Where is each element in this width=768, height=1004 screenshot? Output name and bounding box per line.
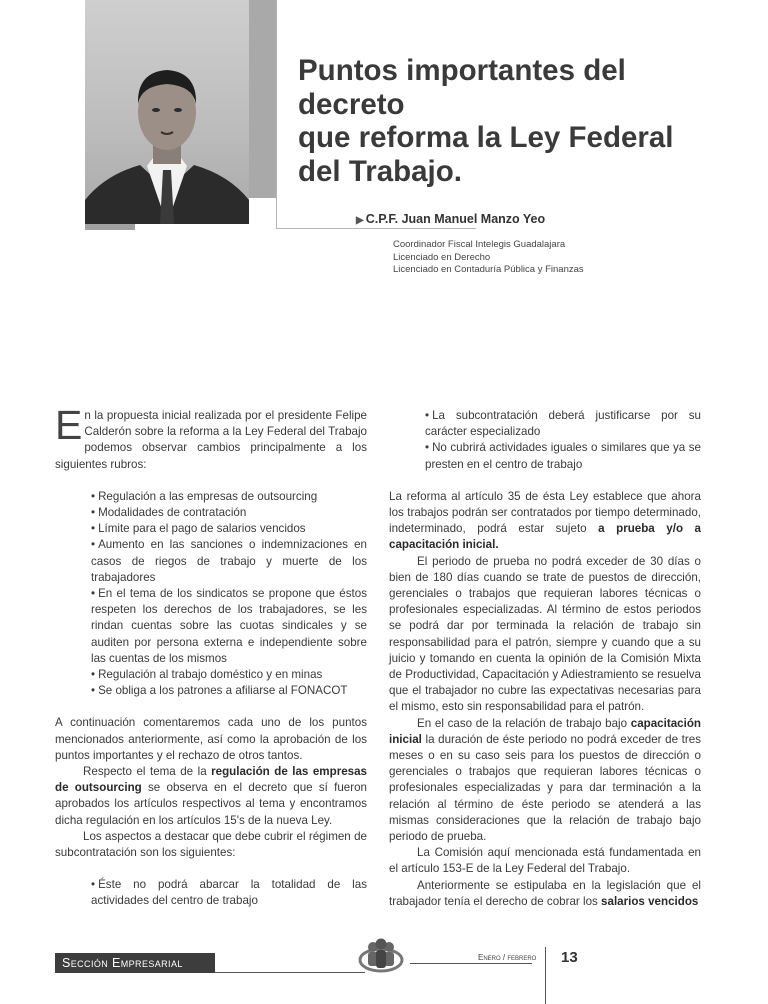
title-line: Puntos importantes del decreto — [298, 54, 626, 121]
subcontratacion-list — [91, 877, 367, 909]
section-label: Sección Empresarial — [62, 956, 183, 970]
list-item: • Aumento en las sanciones o indemnizaciones en casos de riegos de trabajo y muerte de los trabajadores — [91, 538, 367, 584]
footer-divider — [410, 963, 532, 964]
credential-line: Coordinador Fiscal Intelegis Guadalajara — [393, 239, 566, 250]
list-item: • Regulación al trabajo doméstico y en minas — [91, 668, 323, 682]
author-photo — [85, 0, 249, 224]
page-number: 13 — [561, 949, 578, 966]
list-item: • Se obliga a los patrones a afiliarse al FONACOT — [91, 684, 348, 698]
body-paragraph: En el caso de la relación de trabajo bajo capacitación inicial la duración de éste periodo no podrá exceder de tres meses o en su caso seis para los puestos de dirección o gerenciales o trabajos que requieran labores técnicas o profesionales especializadas y para dar terminación a la relación al término de éste periodo se atenderá a las mismas consideraciones que la relación de trabajo bajo periodo de prueba. — [389, 716, 701, 844]
triangle-icon: ▶ — [356, 215, 364, 226]
photo-side-block — [249, 0, 276, 198]
photo-shadow — [85, 224, 135, 230]
list-item: • Modalidades de contratación — [91, 506, 247, 520]
rubros-list — [91, 489, 367, 700]
list-item: • La subcontratación deberá justificarse por su carácter especializado — [425, 409, 701, 439]
list-item: • En el tema de los sindicatos se propone que éstos respeten los derechos de los trabajadores, se les rindan cuentas sobre las cuotas sindicales y se auditen por persona externa e independiente sobre las cuentas de los mismos — [91, 587, 367, 665]
frame-line — [276, 0, 277, 228]
left-column — [55, 402, 368, 910]
footer-divider — [215, 972, 365, 973]
list-item: • Regulación a las empresas de outsourcing — [91, 489, 318, 503]
issue-month: Enero / febrero — [478, 953, 537, 962]
article-title — [298, 54, 718, 188]
body-paragraph: Respecto el tema de la regulación de las empresas de outsourcing se observa en el decreto que sí fueron aprobados los artículos respectivos al tema y encontramos dicha regulación en los artículos 15's de la nueva Ley. — [55, 765, 368, 827]
author-credentials — [393, 239, 584, 277]
body-paragraph: El periodo de prueba no podrá exceder de 30 días o bien de 180 días cuando se trate de puestos de dirección, gerenciales o trabajos que requieran labores técnicas o profesionales especializadas. Al término de estos periodos se podrá dar por terminada la relación de trabajo sin responsabilidad para el patrón, siempre y cuando que a su juicio y tomando en cuenta la opinión de la Comisión Mixta de Productividad, Capacitación y Adiestramiento se resuelva que el trabajador no cubre las expectativas necesarias para el mismo, esto sin responsabilidad para el patrón. — [389, 554, 701, 714]
intro-paragraph: En la propuesta inicial realizada por el presidente Felipe Calderón sobre la reforma a la Ley Federal del Trabajo podemos observar cambios principalmente a los siguientes rubros: — [55, 402, 367, 471]
author-byline — [356, 212, 545, 226]
section-label-bar — [55, 953, 215, 973]
body-paragraph: A continuación comentaremos cada uno de los puntos mencionados anteriormente, así como la aprobación de los puntos importantes y el rechazo de otros tantos. — [55, 716, 367, 762]
drop-cap: E — [55, 402, 83, 448]
author-portrait-icon — [85, 0, 249, 224]
body-paragraph: Los aspectos a destacar que debe cubrir el régimen de subcontratación son los siguientes: — [55, 829, 367, 860]
title-line: del Trabajo. — [298, 154, 462, 188]
credential-line: Licenciado en Derecho — [393, 251, 491, 263]
body-paragraph: Anteriormente se estipulaba en la legislación que el trabajador tenía el derecho de cobrar los salarios vencidos — [389, 878, 701, 908]
right-column — [389, 408, 701, 910]
subcontratacion-list-cont — [425, 408, 701, 473]
body-paragraph: La reforma al artículo 35 de ésta Ley establece que ahora los trabajos podrán ser contratados por tiempo determinado, indeterminado, podrá estar sujeto a prueba y/o a capacitación inicial. — [389, 489, 701, 552]
list-item: • Éste no podrá abarcar la totalidad de las actividades del centro de trabajo — [91, 878, 367, 908]
list-item: • No cubrirá actividades iguales o similares que ya se presten en el centro de trabajo — [425, 441, 701, 471]
publisher-logo-icon — [358, 936, 404, 976]
list-item: • Límite para el pago de salarios vencidos — [91, 522, 306, 536]
title-line: que reforma la Ley Federal — [298, 121, 674, 154]
footer-divider — [545, 947, 546, 1004]
frame-line — [276, 228, 476, 229]
body-paragraph: La Comisión aquí mencionada está fundamentada en el artículo 153-E de la Ley Federal del Trabajo. — [389, 846, 701, 876]
credential-line: Licenciado en Contaduría Pública y Finanzas — [393, 264, 584, 275]
author-name: C.P.F. Juan Manuel Manzo Yeo — [365, 212, 546, 226]
